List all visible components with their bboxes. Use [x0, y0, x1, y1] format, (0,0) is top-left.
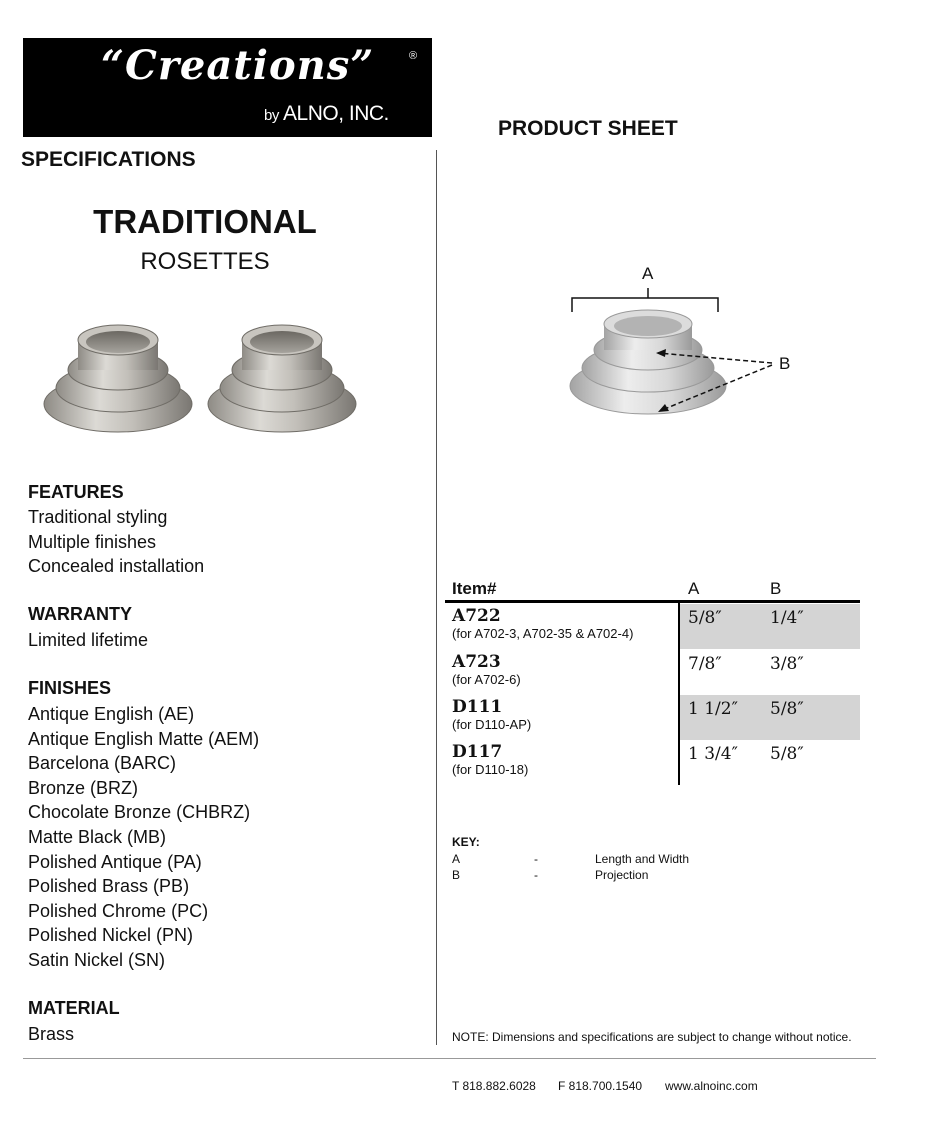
dimension-b-label: B — [779, 354, 791, 373]
item-compatibility: (for D110-AP) — [452, 717, 532, 732]
table-row — [452, 652, 521, 687]
table-header-a: A — [688, 579, 700, 598]
contact-fax: F 818.700.1540 — [558, 1079, 643, 1093]
list-item: Bronze (BRZ) — [28, 777, 139, 798]
logo-company: ALNO, INC. — [283, 102, 389, 125]
brand-logo — [23, 38, 432, 137]
warranty-list — [28, 628, 148, 653]
key-letter: A — [452, 852, 461, 866]
rosette-right — [208, 325, 356, 432]
rosettes-photo — [40, 318, 360, 436]
list-item: Polished Antique (PA) — [28, 851, 202, 872]
dimension-a-value: 1 3/4″ — [688, 744, 738, 764]
features-list — [28, 505, 204, 579]
list-item: Chocolate Bronze (CHBRZ) — [28, 802, 251, 823]
list-item: Limited lifetime — [28, 630, 149, 650]
key-dash: - — [534, 852, 538, 866]
key-dash: - — [534, 868, 538, 882]
finishes-heading: FINISHES — [28, 678, 112, 698]
item-compatibility: (for A702-3, A702-35 & A702-4) — [452, 626, 634, 641]
dimension-b-value: 5/8″ — [770, 699, 804, 719]
item-compatibility: (for A702-6) — [452, 672, 521, 687]
item-code: A723 — [452, 652, 501, 672]
list-item: Multiple finishes — [28, 531, 157, 552]
product-subtitle: ROSETTES — [140, 248, 270, 275]
table-row — [452, 742, 528, 777]
table-row — [452, 606, 633, 641]
specifications-heading: SPECIFICATIONS — [21, 148, 196, 171]
dimension-a-value: 1 1/2″ — [688, 699, 738, 719]
list-item: Polished Chrome (PC) — [28, 900, 209, 921]
table-row — [452, 697, 531, 732]
dimension-b-value: 5/8″ — [770, 744, 804, 764]
product-sheet-heading: PRODUCT SHEET — [498, 117, 678, 140]
material-heading: MATERIAL — [28, 998, 120, 1018]
key-heading: KEY: — [452, 835, 480, 849]
list-item: Brass — [28, 1024, 75, 1044]
disclaimer-note: NOTE: Dimensions and specifications are subject to change without notice. — [452, 1030, 852, 1044]
column-divider — [436, 150, 437, 1045]
list-item: Antique English Matte (AEM) — [28, 728, 260, 749]
material-list — [28, 1022, 74, 1047]
logo-byline — [264, 102, 389, 126]
list-item: Traditional styling — [28, 507, 168, 527]
logo-by: by — [264, 107, 279, 124]
dimension-a-bracket — [572, 288, 718, 312]
key-letter: B — [452, 868, 461, 882]
list-item: Antique English (AE) — [28, 704, 195, 724]
dimension-a-label: A — [642, 264, 654, 283]
features-heading: FEATURES — [28, 482, 124, 502]
dimension-a-value: 7/8″ — [688, 654, 722, 674]
table-column-rule — [678, 603, 680, 785]
list-item: Concealed installation — [28, 556, 205, 577]
dimension-b-value: 1/4″ — [770, 608, 804, 628]
item-code: A722 — [452, 606, 501, 626]
warranty-heading: WARRANTY — [28, 604, 132, 624]
list-item: Polished Nickel (PN) — [28, 925, 194, 946]
key-meaning: Length and Width — [595, 852, 690, 866]
product-title: TRADITIONAL — [93, 203, 317, 240]
finishes-list — [28, 702, 259, 973]
item-code: D117 — [452, 742, 503, 762]
list-item: Matte Black (MB) — [28, 826, 167, 847]
list-item: Polished Brass (PB) — [28, 876, 190, 897]
rosette-left — [44, 325, 192, 432]
dimension-a-value: 5/8″ — [688, 608, 722, 628]
rosette-drawing — [570, 310, 726, 414]
contact-phone: T 818.882.6028 — [452, 1079, 536, 1093]
dimension-diagram — [560, 262, 800, 427]
table-header-rule — [445, 600, 860, 603]
logo-registered-mark: ® — [409, 50, 418, 62]
logo-wordmark: “Creations” — [101, 42, 375, 89]
item-code: D111 — [452, 697, 503, 717]
dimension-b-value: 3/8″ — [770, 654, 804, 674]
list-item: Barcelona (BARC) — [28, 753, 177, 774]
footer-divider — [23, 1058, 876, 1059]
key-meaning: Projection — [595, 868, 649, 882]
item-compatibility: (for D110-18) — [452, 762, 529, 777]
contact-website: www.alnoinc.com — [665, 1079, 758, 1093]
table-header-item: Item# — [452, 579, 497, 598]
table-header-b: B — [770, 579, 782, 598]
list-item: Satin Nickel (SN) — [28, 949, 166, 970]
